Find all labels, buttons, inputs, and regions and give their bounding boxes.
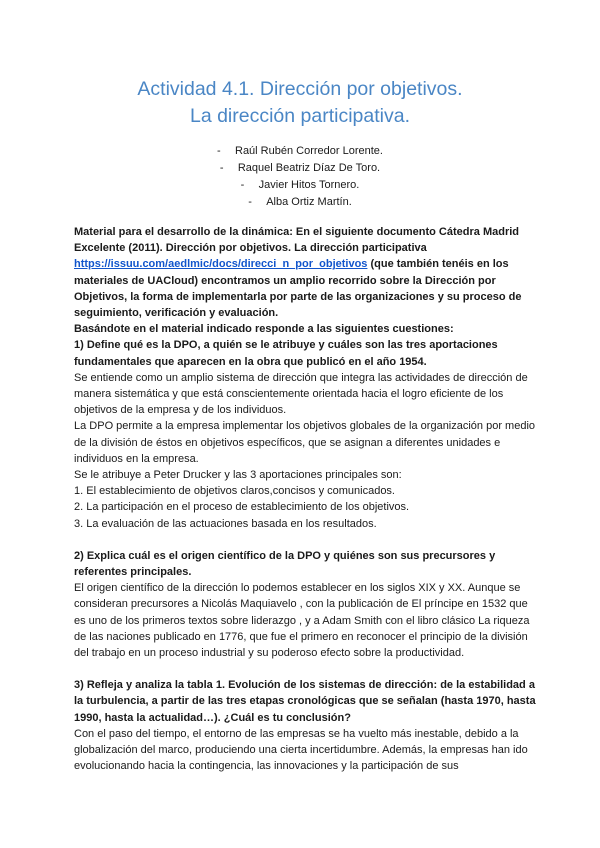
intro-text-2: (que también tenéis en los materiales de UACloud) encontramos un amplio recorrido sobre la Dirección por Objetivos, la forma de implementarla por parte de las organizaciones y su proceso de seguimiento, verificación y evaluación. — [74, 258, 522, 320]
q2-answer-p1: El origen científico de la dirección lo podemos establecer en los siglos XIX y XX. Aunque se consideran precursores a Nicolás Maquiavelo , con la publicación de El príncipe en 1532 que es uno de los primeros textos sobre liderazgo , y a Adam Smith con el libro clásico La riqueza de las naciones publicado en 1776, que fue el primero en reconocer el principio de la división del trabajo en un proceso industrial y su poderoso efecto sobre la productividad. — [74, 582, 530, 660]
document-body — [74, 224, 536, 775]
q3-answer-p1: Con el paso del tiempo, el entorno de las empresas se ha vuelto más inestable, debido a la globalización del marco, produciendo una cierta incertidumbre. Además, la empresas han ido evolucionando hacia la contingencia, las innovaciones y la participación de sus — [74, 727, 528, 773]
author-list — [0, 143, 600, 211]
intro-text-1: Material para el desarrollo de la dinámica: En el siguiente documento Cátedra Madrid Excelente (2011). Dirección por objetivos. La dirección participativa — [74, 226, 520, 255]
q1-list-item: 1. El establecimiento de objetivos claros,concisos y comunicados. — [74, 485, 395, 498]
spacer — [74, 661, 536, 677]
author-name: Alba Ortiz Martín. — [266, 196, 352, 208]
author-name: Raúl Rubén Corredor Lorente. — [235, 145, 383, 157]
instruction-text: Basándote en el material indicado responde a las siguientes cuestiones: — [74, 323, 454, 336]
question-1: 1) Define qué es la DPO, a quién se le atribuye y cuáles son las tres aportaciones fundamentales que aparecen en la obra que publicó en el año 1954. — [74, 339, 498, 368]
intro-paragraph — [74, 224, 536, 321]
q1-list-item: 3. La evaluación de las actuaciones basada en los resultados. — [74, 517, 377, 530]
question-2: 2) Explica cuál es el origen científico de la DPO y quiénes son sus precursores y referentes principales. — [74, 549, 496, 579]
q1-answer-p3: Se le atribuye a Peter Drucker y las 3 aportaciones principales son: — [74, 469, 402, 482]
q1-answer-p1: Se entiende como un amplio sistema de dirección que integra las actividades de dirección de manera sistemática y que está conscientemente orientada hacia el logro eficiente de los objetivos de la empresa y de los individuos. — [74, 371, 528, 417]
issuu-link[interactable]: https://issuu.com/aedlmic/docs/direcci_n_por_objetivos — [74, 258, 368, 271]
author-item: - Javier Hitos Tornero. — [240, 179, 360, 191]
author-item: - Alba Ortiz Martín. — [248, 196, 352, 208]
q1-answer-p2: La DPO permite a la empresa implementar los objetivos globales de la organización por medio de la división de éstos en objetivos específicos, que se asignan a diferentes unidades e individuos en la empresa. — [74, 420, 536, 465]
author-name: Javier Hitos Tornero. — [258, 179, 360, 191]
title-line-2: La dirección participativa. — [189, 105, 411, 127]
question-3: 3) Refleja y analiza la tabla 1. Evolución de los sistemas de dirección: de la estabilidad a la turbulencia, a partir de las tres etapas cronológicas que se señalan (hasta 1970, hasta 1990, hasta la actualidad…). ¿Cuál es tu conclusión? — [74, 679, 536, 724]
document-title — [0, 76, 600, 130]
author-item: - Raúl Rubén Corredor Lorente. — [217, 145, 383, 157]
title-line-1: Actividad 4.1. Dirección por objetivos. — [137, 78, 463, 100]
spacer — [74, 532, 536, 548]
author-name: Raquel Beatriz Díaz De Toro. — [237, 162, 381, 174]
q1-list-item: 2. La participación en el proceso de establecimiento de los objetivos. — [74, 501, 410, 514]
author-item: - Raquel Beatriz Díaz De Toro. — [219, 162, 381, 174]
